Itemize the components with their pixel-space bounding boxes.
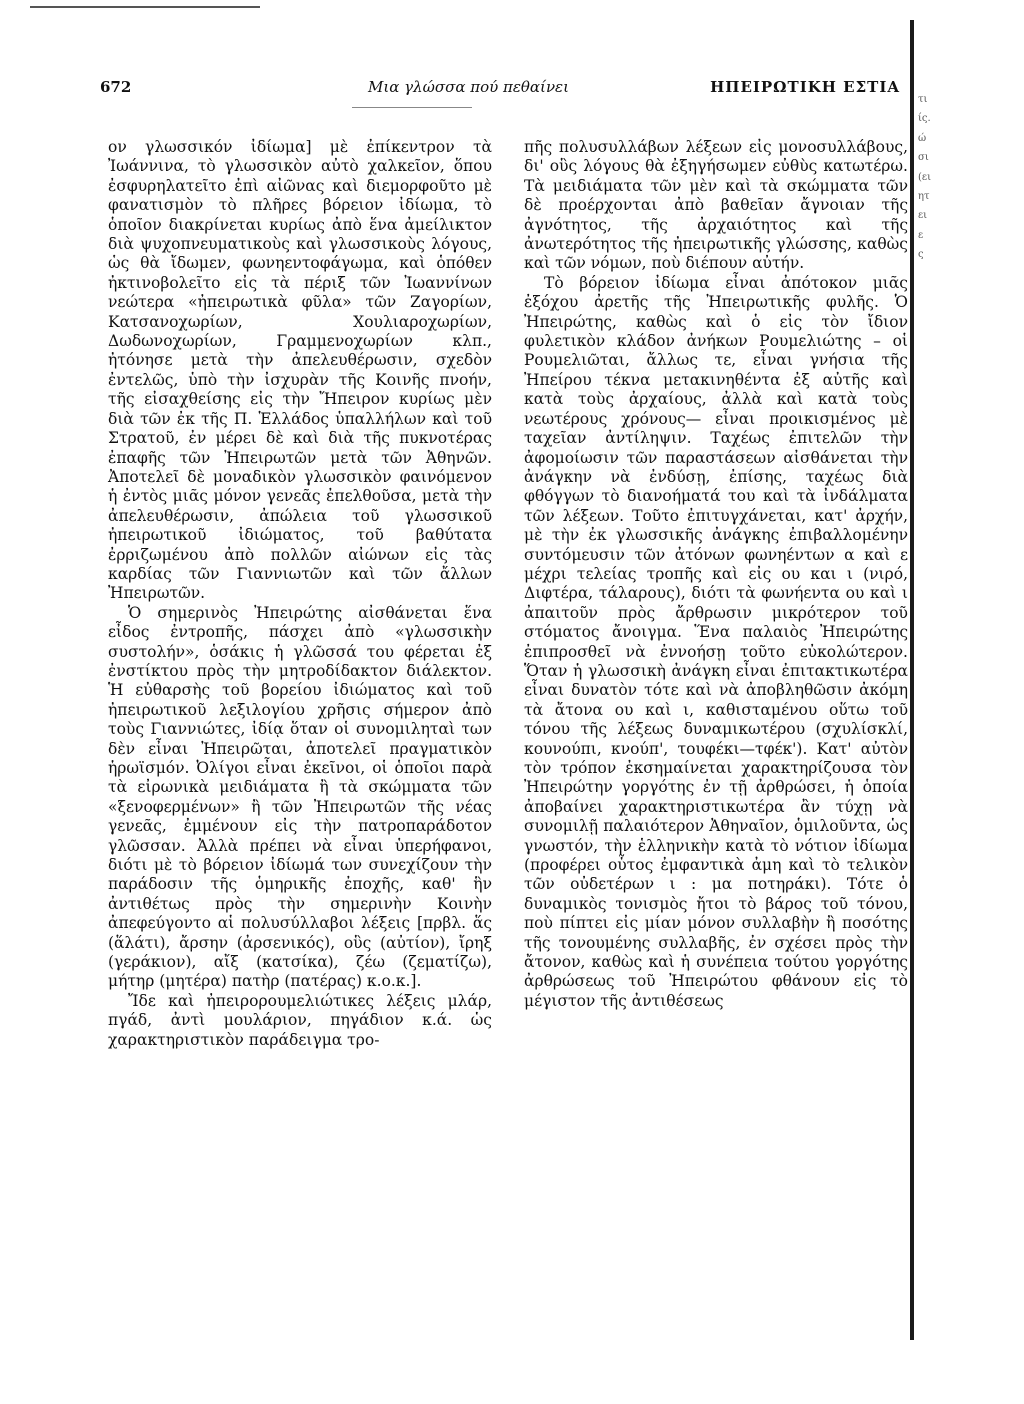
margin-fragment: ει [918, 210, 928, 222]
binding-edge-bar [910, 20, 914, 1340]
header-rule [352, 107, 472, 108]
paragraph: Ὁ σημερινὸς Ἠπειρώτης αἰσθάνεται ἕνα εἶδος ἐντροπῆς, πάσχει ἀπὸ «γλωσσικὴν συστολήν», ὁσάκις ἡ γλῶσσά του φέρεται ἐξ ἐνστίκτου πρὸς τὴν μητροδίδακτον διάλεκτον. Ἡ εὐθαρσὴς τοῦ βορείου ἰδιώματος καὶ τοῦ ἠπειρωτικοῦ λεξιλογίου χρῆσις σήμερον ἀπὸ τοὺς Γιαννιώτες, ἰδίᾳ ὅταν οἱ συνομιληταὶ των δὲν εἶναι Ἠπειρῶται, ἀποτελεῖ πραγματικὸν ἡρωϊσμόν. Ὀλίγοι εἶναι ἐκεῖνοι, οἱ ὁποῖοι παρὰ τὰ εἰρωνικὰ μειδιάματα ἢ τὰ σκώμματα τῶν «ξενοφερμένων» ἢ τῶν Ἠπειρωτῶν τῆς νέας γενεᾶς, ἐμμένουν εἰς τὴν πατροπαράδοτον γλῶσσαν. Ἀλλὰ πρέπει νὰ εἶναι ὑπερήφανοι, διότι μὲ τὸ βόρειον ἰδίωμά των συνεχίζουν τὴν παράδοσιν τῆς ὁμηρικῆς ἐποχῆς, καθ' ἣν ἀντιθέτως πρὸς τὴν σημερινὴν Κοινὴν ἀπεφεύγοντο αἱ πολυσύλλαβοι λέξεις [πρβλ. ἅς (ἅλάτι), ἄρσην (ἀρσενικός), οὓς (αὐτίον), ἴρηξ (γεράκιον), αἴξ (κατσίκα), ζέω (ζεματίζω), μήτηρ (μητέρα) πατὴρ (πατέρας) κ.ο.κ.]. [108, 603, 492, 991]
margin-fragment: (ει [918, 171, 932, 183]
top-edge-rule [30, 6, 260, 8]
margin-fragment: ε [918, 229, 924, 241]
margin-fragments [918, 90, 958, 265]
margin-fragment: σι [918, 152, 929, 164]
left-column [108, 138, 492, 1050]
margin-fragment: ς [918, 249, 924, 261]
paragraph: ον γλωσσικόν ἰδίωμα] μὲ ἐπίκεντρον τὰ Ἰωάννινα, τὸ γλωσσικὸν αὐτὸ χαλκεῖον, ὅπου ἐσφυρηλατεῖτο ἐπὶ αἰῶνας καὶ διεμορφοῦτο μὲ φανατισμὸν τὸ πλῆρες βόρειον ἰδίωμα, τὸ ὁποῖον διακρίνεται κυρίως ἀπὸ ἕνα ἀμείλικτον διὰ ψυχοπνευματικοὺς καὶ γλωσσικοὺς λόγους, ὡς θὰ ἴδωμεν, φωνηεντοφάγωμα, καὶ ὁπόθεν ἠκτινοβολεῖτο εἰς τὰ πέριξ τῶν Ἰωαννίνων νεώτερα «ἠπειρωτικὰ φῦλα» τῶν Ζαγορίων, Κατσανοχωρίων, Χουλιαροχωρίων, Δωδωνοχωρίων, Γραμμενοχωρίων κλπ., ἠτόνησε μετὰ τὴν ἀπελευθέρωσιν, σχεδὸν ἐντελῶς, ὑπὸ τὴν ἰσχυρὰν τῆς Κοινῆς πνοήν, τῆς εἰσαχθείσης εἰς τὴν Ἤπειρον κυρίως μὲν διὰ τῶν ἐκ τῆς Π. Ἑλλάδος ὑπαλλήλων καὶ τοῦ Στρατοῦ, ἐν μέρει δὲ καὶ διὰ τῆς πυκνοτέρας ἐπαφῆς τῶν Ἠπειρωτῶν μετὰ τῶν Ἀθηνῶν. Ἀποτελεῖ δὲ μοναδικὸν γλωσσικὸν φαινόμενον ἡ ἐντὸς μιᾶς μόνον γενεᾶς ἐπελθοῦσα, μετὰ τὴν ἀπελευθέρωσιν, ἀπώλεια τοῦ γλωσσικοῦ ἠπειρωτικοῦ ἰδιώματος, τοῦ βαθύτατα ἐρριζωμένου ἀπὸ πολλῶν αἰώνων εἰς τὰς καρδίας τῶν Γιαννιωτῶν καὶ τῶν ἄλλων Ἠπειρωτῶν. [108, 138, 492, 603]
paragraph: Ἴδε καὶ ἠπειρορουμελιώτικες λέξεις μλάρ, πγάδ, ἀντὶ μουλάριον, πηγάδιον κ.ά. ὡς χαρακτηριστικὸν παράδειγμα τρο- [108, 991, 492, 1049]
page-header [100, 78, 900, 104]
margin-fragment: ίς. [918, 113, 931, 125]
paragraph: Τὸ βόρειον ἰδίωμα εἶναι ἀπότοκον μιᾶς ἐξόχου ἀρετῆς τῆς Ἠπειρωτικῆς φυλῆς. Ὁ Ἠπειρώτης, καθὼς καὶ ὁ εἰς τὸν ἴδιον φυλετικὸν κλάδον ἀνήκων Ρουμελιώτης – οἱ Ρουμελιῶται, ἄλλως τε, εἶναι γνήσια τῆς Ἠπείρου τέκνα μετακινηθέντα ἐξ αὐτῆς καὶ κατὰ τοὺς ἀρχαίους, ἀλλὰ καὶ κατὰ τοὺς νεωτέρους χρόνους— εἶναι προικισμένος μὲ ταχεῖαν ἀντίληψιν. Ταχέως ἐπιτελῶν τὴν ἀφομοίωσιν τῶν παραστάσεων αἰσθάνεται τὴν ἀνάγκην νὰ ἐνδύσῃ, ἐπίσης, ταχέως διὰ φθόγγων τὸ διανοήματά του καὶ τὰ ἰνδάλματα τῶν λέξεων. Τοῦτο ἐπιτυγχάνεται, κατ' ἀρχήν, μὲ τὴν ἐκ γλωσσικῆς ἀνάγκης ἐπιβαλλομένην συντόμευσιν τῶν ἀτόνων φωνηέντων α καὶ ε μέχρι τελείας τροπῆς καὶ εἰς ου και ι (νιρό, Διφτέρα, τάλαρους), διότι τὰ φωνήεντα ου καὶ ι ἀπαιτοῦν πρὸς ἄρθρωσιν μικρότερον τοῦ στόματος ἄνοιγμα. Ἕνα παλαιὸς Ἠπειρώτης ἐπιπροσθεῖ νὰ ἐννοήσῃ τοῦτο εὐκολώτερον. Ὅταν ἡ γλωσσικὴ ἀνάγκη εἶναι ἐπιτακτικωτέρα εἶναι δυνατὸν τότε καὶ νὰ ἀποβληθῶσιν ἀκόμη τὰ ἄτονα ου καὶ ι, καθισταμένου οὕτω τοῦ τόνου τῆς λέξεως δυναμικωτέρου (σχυλίσκλί, κουνούπι, κνούπ', τουφέκι—τφέκ'). Κατ' αὐτὸν τὸν τρόπον ἐκσημαίνεται χαρακτηρίζουσα τὸν Ἠπειρώτην γοργότης ἐν τῇ ἀρθρώσει, ἡ ὁποία ἀποβαίνει χαρακτηριστικωτέρα ἂν τύχῃ νὰ συνομιλῇ παλαιότερον Ἀθηναῖον, ὁμιλοῦντα, ὡς γνωστόν, τὴν ἑλληνικὴν κατὰ τὸ νότιον ἰδίωμα (προφέρει οὗτος ἐμφαντικὰ ἀμη καὶ τὸ τελικὸν τῶν οὐδετέρων ι : μα ποτηράκι). Τότε ὁ δυναμικὸς τονισμὸς ἤτοι τὸ βάρος τοῦ τόνου, ποὺ πίπτει εἰς μίαν μόνον συλλαβὴν ἢ ποσότης τῆς τονουμένης συλλαβῆς, ἐν σχέσει πρὸς τὴν ἄτονον, καθὼς καὶ ἡ συνέπεια τούτου γοργότης ἀρθρώσεως τοῦ Ἠπειρώτου φθάνουν εἰς τὸ μέγιστον τῆς ἀντιθέσεως [524, 273, 908, 1010]
paragraph: πῆς πολυσυλλάβων λέξεων εἰς μονοσυλλάβους, δι' οὓς λόγους θὰ ἐξηγήσωμεν εὐθὺς κατωτέρω. Τὰ μειδιάματα τῶν μὲν καὶ τὰ σκώμματα τῶν δὲ προέρχονται ἀπὸ βαθεῖαν ἄγνοιαν τῆς ἀγνότητος, τῆς ἀρχαιότητος καὶ τῆς ἀνωτερότητος τῆς ἠπειρωτικῆς γλώσσης, καθὼς καὶ τῶν νόμων, ποὺ διέπουν αὐτήν. [524, 138, 908, 273]
right-column [524, 138, 908, 1011]
margin-fragment: ητ [918, 191, 930, 203]
running-title: Μια γλώσσα πού πεθαίνει [368, 78, 569, 96]
page-number: 672 [100, 78, 132, 96]
margin-fragment: τι [918, 94, 928, 105]
journal-title: ΗΠΕΙΡΩΤΙΚΗ ΕΣΤΙΑ [710, 78, 900, 96]
margin-fragment: ώ [918, 132, 927, 144]
